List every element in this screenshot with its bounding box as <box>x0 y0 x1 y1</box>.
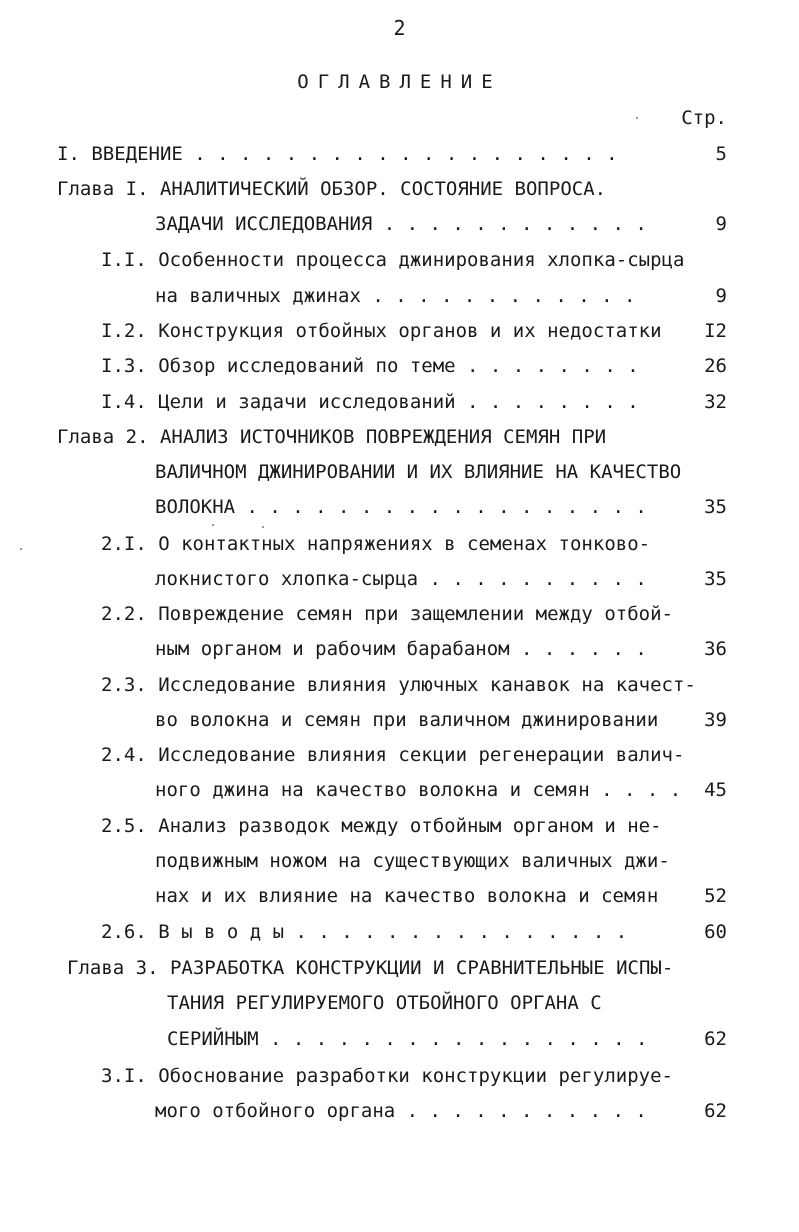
toc-line: мого отбойного органа . . . . . . . . . . . <box>155 1100 647 1122</box>
toc-page-number: I2 <box>704 320 727 342</box>
toc-line: на валичных джинах . . . . . . . . . . . . <box>155 285 636 307</box>
toc-line: 2.2. Повреждение семян при защемлении между отбой- <box>101 603 673 625</box>
toc-line: 2.I. О контактных напряжениях в семенах тонково- <box>101 533 651 555</box>
toc-line: ным органом и рабочим барабаном . . . . . . <box>155 638 647 660</box>
toc-line: нах и их влияние на качество волокна и семян <box>155 885 659 907</box>
toc-page-number: 45 <box>704 779 727 801</box>
toc-page-number: 26 <box>704 355 727 377</box>
toc-line: I.I. Особенности процесса джинирования хлопка-сырца <box>101 249 685 271</box>
toc-line: I. ВВЕДЕНИЕ . . . . . . . . . . . . . . . . . . . <box>57 143 618 165</box>
toc-page-number: 35 <box>704 496 727 518</box>
toc-line: 2.5. Анализ разводок между отбойным органом и не- <box>101 815 662 837</box>
toc-line: Глава I. АНАЛИТИЧЕСКИЙ ОБЗОР. СОСТОЯНИЕ ВОПРОСА. <box>57 178 607 200</box>
toc-line: 2.3. Исследование влияния улючных канавок на качест- <box>101 674 696 696</box>
toc-page-number: 62 <box>704 1100 727 1122</box>
toc-page-number: 39 <box>704 709 727 731</box>
toc-page-number: 62 <box>704 1028 727 1050</box>
page-number: 2 <box>393 16 406 40</box>
toc-line: Глава 3. РАЗРАБОТКА КОНСТРУКЦИИ И СРАВНИТЕЛЬНЫЕ ИСПЫ- <box>67 957 674 979</box>
toc-line: Глава 2. АНАЛИЗ ИСТОЧНИКОВ ПОВРЕЖДЕНИЯ СЕМЯН ПРИ <box>57 426 607 448</box>
toc-line: 3.I. Обоснование разработки конструкции регулируе- <box>101 1065 673 1087</box>
toc-line: СЕРИЙНЫМ . . . . . . . . . . . . . . . . . <box>167 1028 648 1050</box>
toc-page-number: 52 <box>704 885 727 907</box>
scan-speck <box>262 526 264 528</box>
toc-line: ЗАДАЧИ ИССЛЕДОВАНИЯ . . . . . . . . . . . . <box>155 213 647 235</box>
toc-page-number: 5 <box>715 143 727 165</box>
scan-speck <box>212 524 214 526</box>
toc-page-number: 60 <box>704 921 727 943</box>
toc-page-number: 36 <box>704 638 727 660</box>
toc-line: подвижным ножом на существующих валичных джи- <box>155 850 670 872</box>
scan-speck <box>20 548 22 550</box>
scan-speck <box>636 117 638 119</box>
toc-line: 2.6. В ы в о д ы . . . . . . . . . . . . . . . <box>101 921 628 943</box>
toc-page-number: 35 <box>704 568 727 590</box>
toc-line: 2.4. Исследование влияния секции регенерации валич- <box>101 744 685 766</box>
toc-line: локнистого хлопка-сырца . . . . . . . . . . <box>155 568 647 590</box>
toc-line: ТАНИЯ РЕГУЛИРУЕМОГО ОТБОЙНОГО ОРГАНА С <box>167 992 602 1014</box>
toc-page-number: 32 <box>704 391 727 413</box>
page-title: ОГЛАВЛЕНИЕ <box>297 71 502 93</box>
toc-line: во волокна и семян при валичном джинировании <box>155 709 659 731</box>
toc-page-number: 9 <box>715 213 727 235</box>
toc-line: I.3. Обзор исследований по теме . . . . . . . . <box>101 355 639 377</box>
toc-line: I.2. Конструкция отбойных органов и их недостатки <box>101 320 662 342</box>
page-column-label: Стр. <box>681 107 727 129</box>
toc-line: I.4. Цели и задачи исследований . . . . . . . . <box>101 391 639 413</box>
toc-line: ного джина на качество волокна и семян . . . . <box>155 779 682 801</box>
toc-page-number: 9 <box>715 285 727 307</box>
toc-line: ВАЛИЧНОМ ДЖИНИРОВАНИИ И ИХ ВЛИЯНИЕ НА КАЧЕСТВО <box>155 461 682 483</box>
toc-line: ВОЛОКНА . . . . . . . . . . . . . . . . . . <box>155 496 647 518</box>
